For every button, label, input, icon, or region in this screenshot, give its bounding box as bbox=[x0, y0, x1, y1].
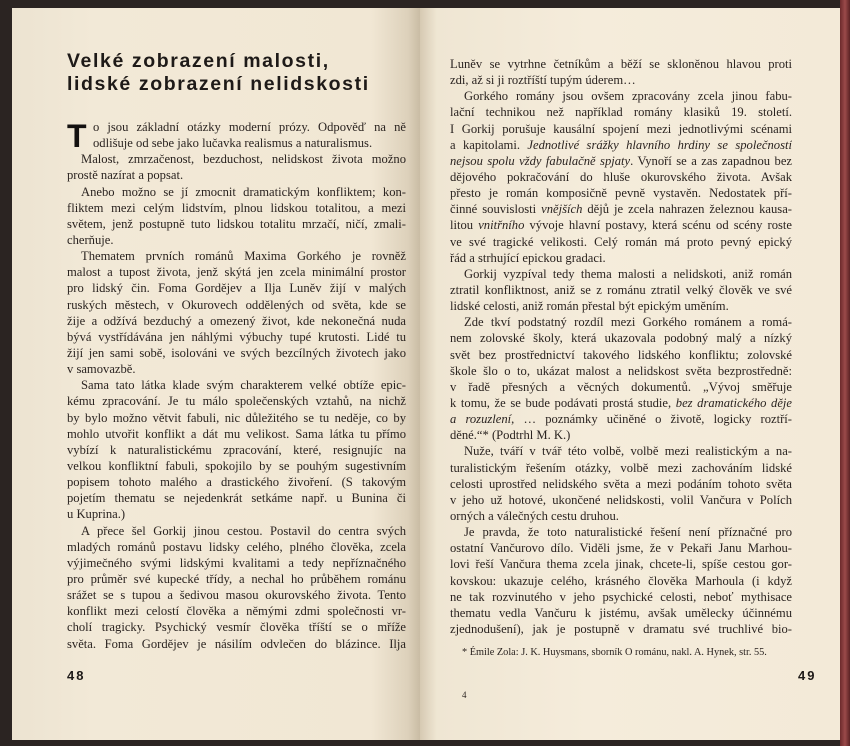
text-line bbox=[450, 524, 792, 540]
text-segment: velkou konfliktní fabuli, spokojilo by se pouhým sugestivním bbox=[67, 458, 406, 473]
text-segment: odlišuje od sebe jako lučavka realismus a naturalismus. bbox=[93, 136, 373, 151]
text-line bbox=[450, 427, 792, 443]
text-segment: kovskou: ukazuje celého, krásného člověka Marhoula (i když bbox=[450, 573, 792, 588]
text-line bbox=[67, 490, 406, 506]
text-segment: nem zolovské školy, která ukazovala podobný malý a nízký bbox=[450, 331, 792, 346]
text-line bbox=[67, 345, 406, 361]
text-line bbox=[67, 167, 406, 183]
text-segment: litou bbox=[450, 218, 479, 233]
text-line bbox=[450, 460, 792, 476]
page-number-left: 48 bbox=[67, 668, 86, 683]
text-segment: Malost, zmrzačenost, bezduchost, nelidskost života možno bbox=[81, 152, 406, 167]
text-segment: , … poznámky učiněné o životě, logicky roztří- bbox=[511, 412, 792, 427]
text-line bbox=[67, 587, 406, 603]
text-segment: zdi, až si ji roztříští tupým úderem… bbox=[450, 73, 636, 88]
text-line bbox=[67, 377, 406, 393]
text-segment: v řadě přesných a věcných dokumentů. „Vývoj směřuje bbox=[450, 379, 792, 394]
footnote: * Émile Zola: J. K. Huysmans, sborník O románu, nakl. A. Hynek, str. 55. bbox=[462, 647, 767, 658]
text-line bbox=[67, 280, 406, 296]
text-segment: a kapitolami. bbox=[450, 137, 528, 152]
text-line bbox=[67, 474, 406, 490]
text-line bbox=[450, 121, 792, 137]
text-line bbox=[450, 104, 792, 120]
text-line bbox=[450, 330, 792, 346]
text-line bbox=[67, 506, 406, 522]
text-line bbox=[67, 523, 406, 539]
text-line bbox=[450, 540, 792, 556]
text-segment: vybízí k naturalistickému zpracování, které, resignujíc na bbox=[67, 442, 406, 457]
italic-text-segment: Jednotlivé srážky hlavního hrdiny se společností bbox=[527, 137, 792, 152]
text-segment: řád a strhující epickou gradaci. bbox=[450, 250, 606, 265]
text-segment: prostě nazírat a popsat. bbox=[67, 168, 184, 183]
text-segment: . Vynoří se a zas zapadnou bez bbox=[630, 153, 792, 168]
text-segment: I Gorkij porušuje kausální spojení mezi jednotlivými scénami bbox=[450, 121, 792, 136]
text-segment: v samovazbě. bbox=[67, 362, 136, 377]
text-line bbox=[67, 151, 406, 167]
text-line bbox=[450, 201, 792, 217]
text-segment: ztratil konfliktnost, aniž se z románu ztratil velký člověk ve své bbox=[450, 282, 792, 297]
text-segment: srážet se s tupou a šedivou masou okurovského života. Tento bbox=[67, 588, 406, 603]
text-line bbox=[67, 636, 406, 652]
text-line bbox=[450, 589, 792, 605]
text-line bbox=[67, 426, 406, 442]
text-line bbox=[450, 88, 792, 104]
text-segment: Luněv se vytrhne četníkům a běží se skloněnou hlavou proti bbox=[450, 57, 792, 71]
italic-text-segment: vnějších bbox=[541, 202, 583, 217]
chapter-title-line-1: Velké zobrazení malosti, bbox=[67, 50, 330, 72]
text-segment: celosti uprostřed nelidského světa a mezi podáním tohoto světa bbox=[450, 476, 792, 491]
text-line bbox=[67, 184, 406, 200]
text-segment: žijí jen sami sobě, isolováni ve svých bezcílných životech jako bbox=[67, 345, 406, 360]
chapter-title-line-2: lidské zobrazení nelidskosti bbox=[67, 73, 370, 95]
chapter-title bbox=[67, 50, 370, 96]
text-line bbox=[450, 282, 792, 298]
text-line bbox=[67, 216, 406, 232]
text-line bbox=[450, 217, 792, 233]
text-line bbox=[450, 605, 792, 621]
text-segment: cholí tragicky. Psychický vesmír člověka tříští se o mříže bbox=[67, 620, 406, 635]
text-line bbox=[67, 297, 406, 313]
text-segment: A přece šel Gorkij jinou cestou. Postavil do centra svých bbox=[81, 523, 406, 538]
text-segment: lační technikou než například romány klasiků 19. století. bbox=[450, 105, 792, 120]
italic-text-segment: vnitřního bbox=[478, 218, 525, 233]
text-line bbox=[67, 200, 406, 216]
text-line bbox=[450, 347, 792, 363]
text-segment: orných a válečných cestu druhou. bbox=[450, 508, 619, 523]
text-segment: dějového pokračování do hluše okurovského života. Avšak bbox=[450, 169, 792, 184]
text-line bbox=[67, 313, 406, 329]
text-line bbox=[450, 363, 792, 379]
text-segment: škole šlo o to, ukázat malost a nelidskost světa bezprostředně: bbox=[450, 363, 792, 378]
text-segment: vývoje hlavní postavy, která scénu od scény roste bbox=[524, 218, 792, 233]
text-segment: lidské celosti, aniž román přestal být epickým uměním. bbox=[450, 299, 729, 314]
text-segment: v jeho už hotové, ukončené nelidskosti, volil Vančura v Polích bbox=[450, 492, 792, 507]
italic-text-segment: nejsou spolu vždy fabulačně spjaty bbox=[450, 153, 631, 168]
text-line bbox=[450, 234, 792, 250]
right-page-body-text bbox=[450, 56, 792, 637]
text-segment: ne tak rozvinutého v jeho psychické celosti, neboť mythisace bbox=[450, 589, 792, 604]
text-segment: světa. Foma Gordějev je násilím odvlečen do blázince. Ilja bbox=[67, 636, 406, 651]
text-segment: kému zpracování. Je tu málo společenských vztahů, na nichž bbox=[67, 394, 406, 409]
text-segment: Nuže, tváří v tvář této volbě, volbě mezi realistickým a na- bbox=[464, 444, 792, 459]
text-segment: Sama tato látka klade svým charakterem velké obtíže epic- bbox=[81, 378, 406, 393]
text-segment: ostatní Vančurovo dílo. Viděli jsme, že v Pekaři Janu Marhou- bbox=[450, 541, 792, 556]
text-segment: dějů je zcela nahrazen železnou kausa- bbox=[582, 202, 792, 217]
text-line bbox=[67, 329, 406, 345]
text-line bbox=[450, 153, 792, 169]
text-segment: mladých románů postavu lidsky celého, plného člověka, zcela bbox=[67, 539, 406, 554]
text-segment: činné souvislosti bbox=[450, 202, 542, 217]
text-segment: fliktem mezi celým lidstvím, plnou lidskou totalitou, a mezi bbox=[67, 200, 406, 215]
text-segment: turalistickým řešením otázky, volbě mezi zachováním lidské bbox=[450, 460, 792, 475]
text-segment: výjimečného svými lidskými kvalitami a tedy nepříznačného bbox=[67, 555, 406, 570]
text-line bbox=[450, 573, 792, 589]
text-line bbox=[450, 492, 792, 508]
text-segment: děné.“* (Podtrhl M. K.) bbox=[450, 428, 571, 443]
text-segment: Gorkého romány jsou ovšem zpracovány zcela jinou fabu- bbox=[464, 89, 792, 104]
text-segment: thematu vedla Vančuru k jistému, avšak umělecky účinnému bbox=[450, 605, 792, 620]
italic-text-segment: a rozuzlení bbox=[450, 412, 512, 427]
text-line bbox=[67, 248, 406, 264]
text-segment: lovi řeší Vančura thema zcela jinak, chcete-li, spíše cestou gor- bbox=[450, 557, 792, 572]
text-line bbox=[450, 266, 792, 282]
text-line bbox=[67, 442, 406, 458]
text-segment: pro průměr své kupecké třídy, a nechal ho průběhem románu bbox=[67, 571, 406, 586]
text-line bbox=[67, 555, 406, 571]
text-segment: Anebo možno se jí zmocnit dramatickým konfliktem; kon- bbox=[81, 184, 406, 199]
text-line bbox=[67, 571, 406, 587]
text-line bbox=[67, 361, 406, 377]
text-line bbox=[450, 379, 792, 395]
text-segment: žije a odžívá bezduchý a omezený život, kde nekonečná nuda bbox=[67, 313, 406, 328]
text-segment: bývá vystřídávána jen náhlými výbuchy tupé krutosti. Lidé tu bbox=[67, 329, 406, 344]
text-line bbox=[450, 508, 792, 524]
text-line bbox=[450, 395, 792, 411]
text-line bbox=[450, 298, 792, 314]
text-segment: ve své tragické velikosti. Celý román má proto pevný epický bbox=[450, 234, 792, 249]
text-segment: o jsou základní otázky moderní prózy. Odpověď na ně bbox=[93, 120, 406, 134]
text-line bbox=[450, 169, 792, 185]
text-line bbox=[67, 393, 406, 409]
text-segment: malost a tupost života, jenž skýtá jen zcela minimální prostor bbox=[67, 265, 406, 280]
text-segment: svět bez prostřednictví takového lidského konfliktu; zolovské bbox=[450, 347, 792, 362]
text-line bbox=[450, 56, 792, 72]
text-segment: konflikt mezi celostí člověka a němými zdmi společnosti vr- bbox=[67, 604, 406, 619]
text-segment: mohlo utvořit konflikt a dát mu velikost. Sama látka tu přímo bbox=[67, 426, 406, 441]
text-segment: Je pravda, že toto naturalistické řešení není příznačné pro bbox=[464, 525, 792, 540]
text-line bbox=[450, 250, 792, 266]
text-line bbox=[67, 619, 406, 635]
text-line bbox=[67, 135, 406, 151]
text-line bbox=[450, 476, 792, 492]
text-segment: Gorkij vyzpíval tedy thema malosti a nelidskoti, aniž román bbox=[464, 266, 792, 281]
text-line bbox=[67, 410, 406, 426]
text-segment: by bylo možno větvit fabuli, nic důležitého se tu neděje, co by bbox=[67, 410, 406, 425]
text-line bbox=[450, 621, 792, 637]
text-segment: přesto je román komposičně pevně vystavěn. Nedostatek pří- bbox=[450, 186, 792, 201]
text-segment: zjednodušení), jak je postupně v dramatu své truchlivé bio- bbox=[450, 621, 792, 636]
text-segment: pro lidský čin. Foma Gordějev a Ilja Luněv žijí v malých bbox=[67, 281, 406, 296]
text-line bbox=[67, 119, 406, 135]
text-line bbox=[67, 603, 406, 619]
text-line bbox=[450, 411, 792, 427]
text-segment: světem, jenž postupně tuto lidskou totalitu mrzačí, ničí, zmali- bbox=[67, 216, 406, 231]
left-page-body-text bbox=[67, 119, 406, 652]
text-segment: ruských městech, v Okurovech oddělených od světa, kde se bbox=[67, 297, 406, 312]
text-line bbox=[67, 264, 406, 280]
text-line bbox=[450, 72, 792, 88]
signature-mark: 4 bbox=[462, 690, 467, 700]
text-line bbox=[450, 556, 792, 572]
text-segment: cherňuje. bbox=[67, 232, 114, 247]
text-line bbox=[67, 539, 406, 555]
text-segment: k tomu, že se bude podávati prostá studie, bbox=[450, 395, 676, 410]
drop-cap: T bbox=[67, 118, 87, 154]
text-segment: popisem tohoto malého a drastického živoření. (S takovým bbox=[67, 475, 406, 490]
text-line bbox=[450, 443, 792, 459]
text-segment: pojetím thematu se nejedenkrát setkáme např. u Bunina či bbox=[67, 491, 406, 506]
text-line bbox=[450, 137, 792, 153]
text-segment: u Kuprina.) bbox=[67, 507, 126, 522]
text-line bbox=[450, 314, 792, 330]
text-line bbox=[67, 232, 406, 248]
book-spine-edge bbox=[840, 0, 850, 746]
text-segment: Zde tkví podstatný rozdíl mezi Gorkého románem a romá- bbox=[464, 315, 792, 330]
text-segment: Thematem prvních románů Maxima Gorkého je rovněž bbox=[81, 249, 406, 264]
page-number-right: 49 bbox=[798, 668, 817, 683]
text-line bbox=[67, 458, 406, 474]
italic-text-segment: bez dramatického děje bbox=[675, 395, 792, 410]
text-line bbox=[450, 185, 792, 201]
